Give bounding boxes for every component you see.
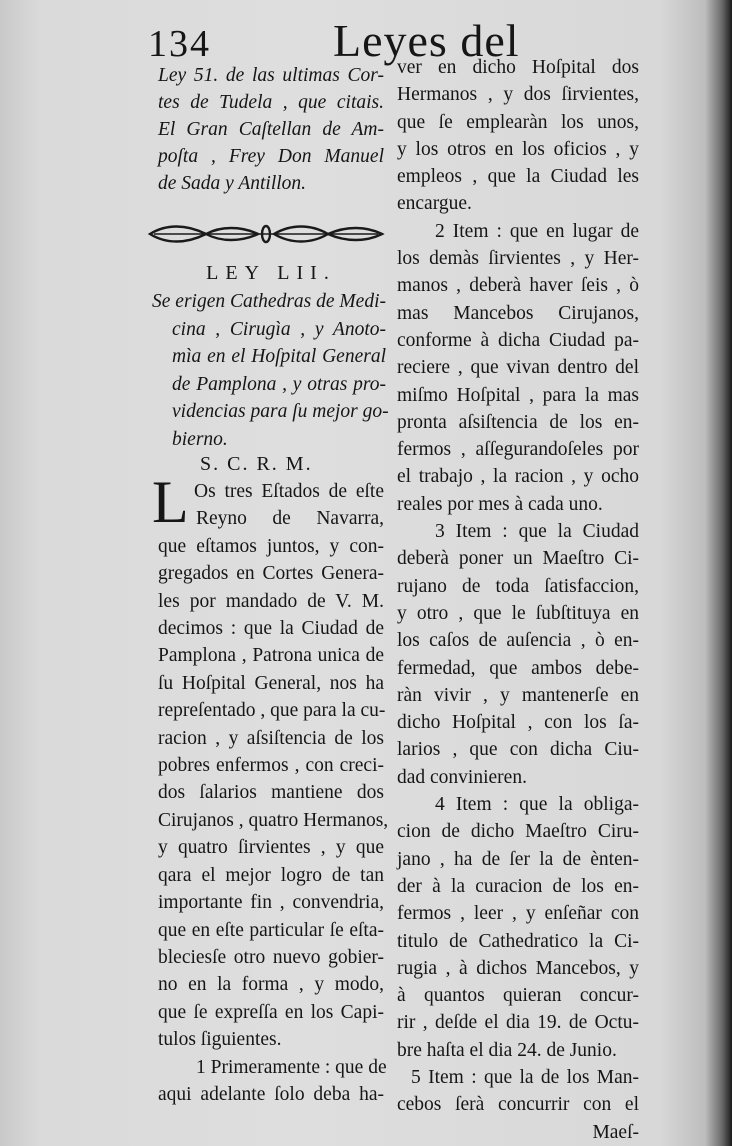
text-line: importante fin , convendria, xyxy=(158,892,384,914)
text-line: les por mandado de V. M. xyxy=(158,590,384,612)
text-line: larios , que con dicha Ciu- xyxy=(397,739,639,761)
text-line: los caſos de auſencia , ò en- xyxy=(397,630,639,652)
text-line: Ley 51. de las ultimas Cor- xyxy=(158,65,384,86)
text-line: miſmo Hoſpital , para la mas xyxy=(397,384,639,406)
text-line: dicho Hoſpital , con los ſa- xyxy=(397,712,639,734)
text-line: bre haſta el dia 24. de Junio. xyxy=(397,1039,617,1061)
text-line: 2 Item : que en lugar de xyxy=(435,220,639,242)
text-line: de Sada y Antillon. xyxy=(158,173,307,194)
text-line: Cirujanos , quatro Hermanos, xyxy=(158,809,389,831)
text-line: fermos , aſſegurandoſeles por xyxy=(397,439,639,461)
text-line: reales por mes à cada uno. xyxy=(397,493,603,515)
running-head: Leyes del xyxy=(333,15,520,66)
text-line: tes de Tudela , que citais. xyxy=(158,92,384,113)
right-column-body xyxy=(397,54,639,1146)
text-line: bleciesſe otro nuevo gobier- xyxy=(158,946,384,968)
text-line: qara el mejor logro de tan xyxy=(158,864,384,886)
text-line: ſu Hoſpital General, nos ha xyxy=(158,672,384,694)
text-line: titulo de Cathedratico la Ci- xyxy=(397,930,639,952)
text-line: conforme à dicha Ciudad pa- xyxy=(397,329,639,351)
decorative-ornament-rule xyxy=(146,222,386,246)
text-line: y los otros en los oficios , y xyxy=(397,138,639,160)
text-line: mas Mancebos Cirujanos, xyxy=(397,302,639,324)
text-line: 5 Item : que la de los Man- xyxy=(411,1066,639,1088)
text-line: dos ſalarios mantiene dos xyxy=(158,782,384,804)
text-line: reciere , que vivan dentro del xyxy=(397,357,639,379)
text-line: Os tres Eſtados de eſte xyxy=(194,481,384,502)
text-line: que eſtamos juntos, y con- xyxy=(158,535,384,557)
text-line: Maeſ- xyxy=(592,1121,639,1143)
text-line: jano , ha de ſer la de ènten- xyxy=(397,848,639,870)
law-heading: LEY LII. xyxy=(206,262,336,284)
text-line: gregados en Cortes Genera- xyxy=(158,563,384,585)
text-line: Hermanos , y dos ſirvientes, xyxy=(397,84,639,106)
text-line: dad convinieren. xyxy=(397,766,527,788)
text-line: Pamplona , Patrona unica de xyxy=(158,645,384,667)
text-line: el trabajo , la racion , y ocho xyxy=(397,466,639,488)
text-line: cebos ſerà concurrir con el xyxy=(397,1094,639,1116)
text-line: mìa en el Hoſpital General xyxy=(172,346,386,368)
text-line: y otro , que le ſubſtituya en xyxy=(397,602,639,624)
text-line: 1 Primeramente : que de xyxy=(196,1056,387,1078)
text-line: y quatro ſirvientes , y que xyxy=(158,837,384,859)
text-line: empleos , que la Ciudad les xyxy=(397,166,639,188)
text-line: poſta , Frey Don Manuel xyxy=(158,146,384,167)
left-column-body xyxy=(158,478,389,1108)
text-line: 3 Item : que la Ciudad xyxy=(435,521,639,543)
text-line: los demàs ſirvientes , y Her- xyxy=(397,248,639,270)
text-line: manos , deberà haver ſeis , ò xyxy=(397,275,639,297)
text-line: cion de dicho Maeſtro Ciru- xyxy=(397,821,639,843)
text-line: repreſentado , que para la cu- xyxy=(158,700,386,722)
page-number: 134 xyxy=(148,23,211,65)
text-line: decimos : que la Ciudad de xyxy=(158,618,384,640)
text-line: Reyno de Navarra, xyxy=(196,508,384,530)
text-line: encargue. xyxy=(397,193,472,215)
text-line: que en eſte particular ſe eſta- xyxy=(158,919,384,941)
text-line: que ſe expreſſa en los Capi- xyxy=(158,1001,384,1023)
text-line: der à la curacion de los en- xyxy=(397,875,639,897)
text-line: 4 Item : que la obliga- xyxy=(435,794,639,816)
text-line: pronta aſsiſtencia de los en- xyxy=(397,411,639,433)
text-line: rir , deſde el dia 19. de Octu- xyxy=(397,1012,639,1034)
text-line: que ſe emplearàn los unos, xyxy=(397,111,639,133)
drop-cap: L xyxy=(152,469,189,535)
text-line: bierno. xyxy=(172,428,228,450)
text-line: racion , y aſsiſtencia de los xyxy=(158,727,384,749)
text-line: rugia , à dichos Mancebos, y xyxy=(397,957,639,979)
salutation: S. C. R. M. xyxy=(200,453,313,475)
text-line: rujano de toda ſatisfaccion, xyxy=(397,575,639,597)
text-line: aqui adelante ſolo deba ha- xyxy=(158,1083,384,1105)
text-line: no en la forma , y modo, xyxy=(158,974,384,996)
text-line: deberà poner un Maeſtro Ci- xyxy=(397,548,639,570)
text-line: ràn vivir , y mantenerſe en xyxy=(397,684,639,706)
text-line: ver en dicho Hoſpital dos xyxy=(397,57,639,78)
text-line: El Gran Caſtellan de Am- xyxy=(158,119,384,140)
text-line: pobres enfermos , con creci- xyxy=(158,755,384,777)
text-line: videncias para ſu mejor go- xyxy=(172,401,389,423)
text-line: tulos ſiguientes. xyxy=(158,1029,282,1051)
intro-paragraph xyxy=(158,62,384,197)
text-line: cina , Cirugìa , y Anoto- xyxy=(172,318,386,340)
text-line: fermos , leer , y enſeñar con xyxy=(397,903,639,925)
text-line: fermedad, que ambos debe- xyxy=(397,657,639,679)
text-line: de Pamplona , y otras pro- xyxy=(172,373,386,395)
text-line: Se erigen Cathedras de Medi- xyxy=(152,291,386,312)
law-subtitle xyxy=(152,288,389,454)
text-line: à quantos quieran concur- xyxy=(397,985,639,1007)
